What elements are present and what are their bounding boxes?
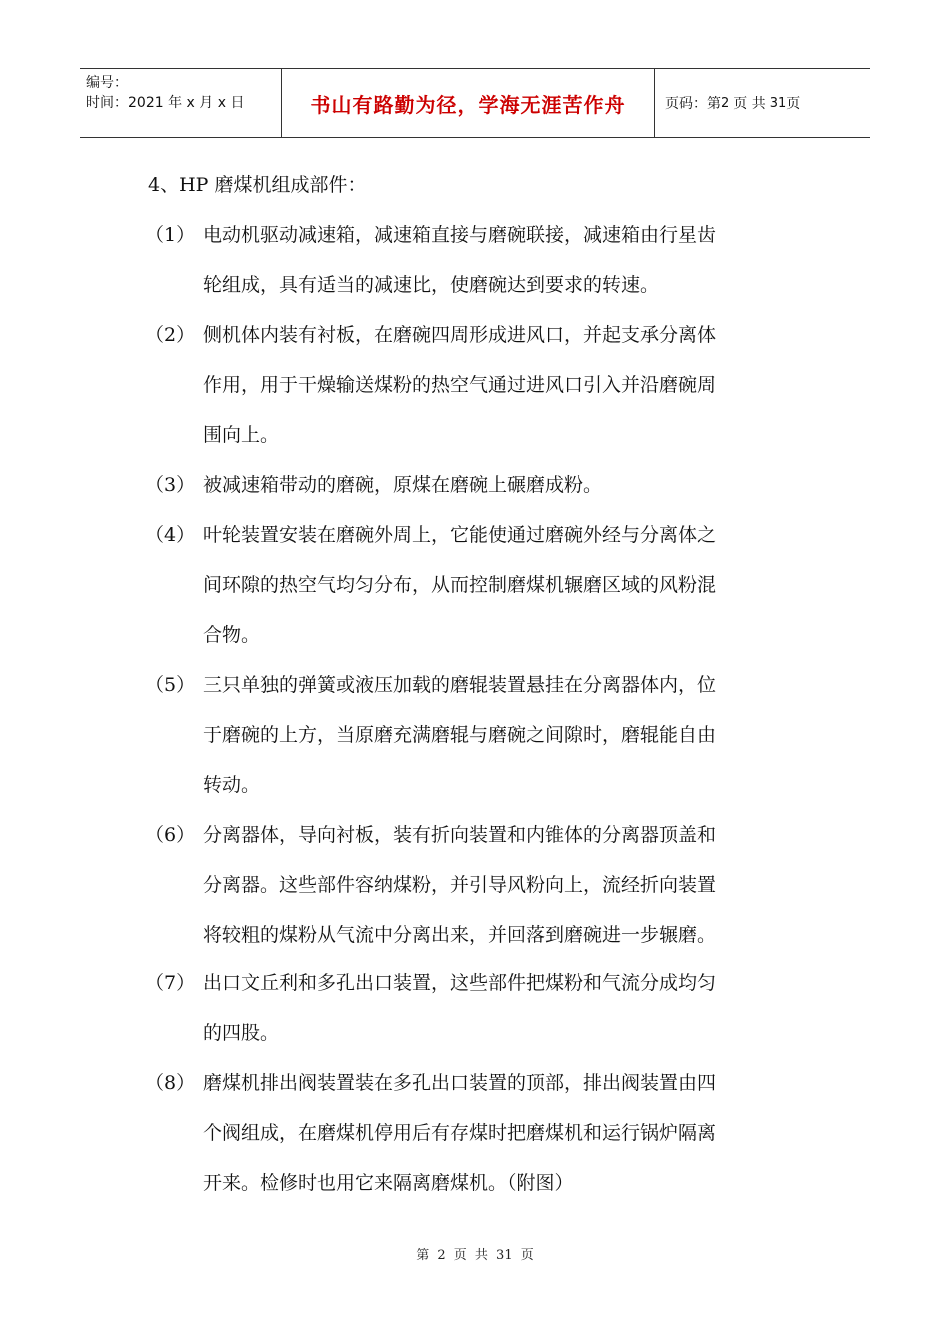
item-line: 将较粗的煤粉从气流中分离出来，并回落到磨碗进一步辗磨。 <box>203 924 717 946</box>
header-meta <box>80 69 282 137</box>
item-line: 出口文丘利和多孔出口装置，这些部件把煤粉和气流分成均匀 <box>203 972 717 994</box>
item-number: （3） <box>145 474 196 496</box>
item-line: 开来。检修时也用它来隔离磨煤机。（附图） <box>203 1172 574 1194</box>
item-line: 侧机体内装有衬板，在磨碗四周形成进风口，并起支承分离体 <box>203 324 717 346</box>
page-mid: 页 共 <box>733 96 766 112</box>
date-label: 时间：2021 年 x 月 x 日 <box>86 95 245 111</box>
serial-label: 编号： <box>86 75 128 91</box>
item-number: （2） <box>145 324 196 346</box>
header-motto <box>282 69 655 137</box>
item-line: 轮组成，具有适当的减速比，使磨碗达到要求的转速。 <box>203 274 660 296</box>
page-suffix: 页 <box>786 96 801 112</box>
item-number: （1） <box>145 224 196 246</box>
motto-text: 书山有路勤为径，学海无涯苦作舟 <box>310 92 626 117</box>
item-line: 间环隙的热空气均匀分布，从而控制磨煤机辗磨区域的风粉混 <box>203 574 717 596</box>
section-heading: 4、HP 磨煤机组成部件： <box>148 174 367 196</box>
page-total: 31 <box>769 95 787 111</box>
item-line: 作用，用于干燥输送煤粉的热空气通过进风口引入并沿磨碗周 <box>203 374 717 396</box>
item-number: （8） <box>145 1072 196 1094</box>
page-footer: 第 2 页 共 31 页 <box>416 1248 534 1263</box>
item-line: 围向上。 <box>203 424 280 446</box>
item-line: 转动。 <box>203 774 261 796</box>
item-line: 于磨碗的上方，当原磨充满磨辊与磨碗之间隙时，磨辊能自由 <box>203 724 717 746</box>
item-line: 分离器。这些部件容纳煤粉，并引导风粉向上，流经折向装置 <box>203 874 717 896</box>
page-prefix: 页码：第 <box>665 96 721 112</box>
item-line: 三只单独的弹簧或液压加载的磨辊装置悬挂在分离器体内，位 <box>203 674 717 696</box>
item-number: （4） <box>145 524 196 546</box>
item-line: 叶轮装置安装在磨碗外周上，它能使通过磨碗外经与分离体之 <box>203 524 717 546</box>
item-line: 合物。 <box>203 624 261 646</box>
item-line: 电动机驱动减速箱，减速箱直接与磨碗联接，减速箱由行星齿 <box>203 224 717 246</box>
item-number: （5） <box>145 674 196 696</box>
item-number: （6） <box>145 824 196 846</box>
page-header <box>80 68 870 138</box>
item-line: 个阀组成，在磨煤机停用后有存煤时把磨煤机和运行锅炉隔离 <box>203 1122 717 1144</box>
item-number: （7） <box>145 972 196 994</box>
page-number: 2 <box>721 95 730 111</box>
item-line: 分离器体，导向衬板，装有折向装置和内锥体的分离器顶盖和 <box>203 824 717 846</box>
item-line: 的四股。 <box>203 1022 280 1044</box>
header-page-info <box>655 69 870 137</box>
item-line: 磨煤机排出阀装置装在多孔出口装置的顶部，排出阀装置由四 <box>203 1072 717 1094</box>
item-line: 被减速箱带动的磨碗，原煤在磨碗上碾磨成粉。 <box>203 474 603 496</box>
